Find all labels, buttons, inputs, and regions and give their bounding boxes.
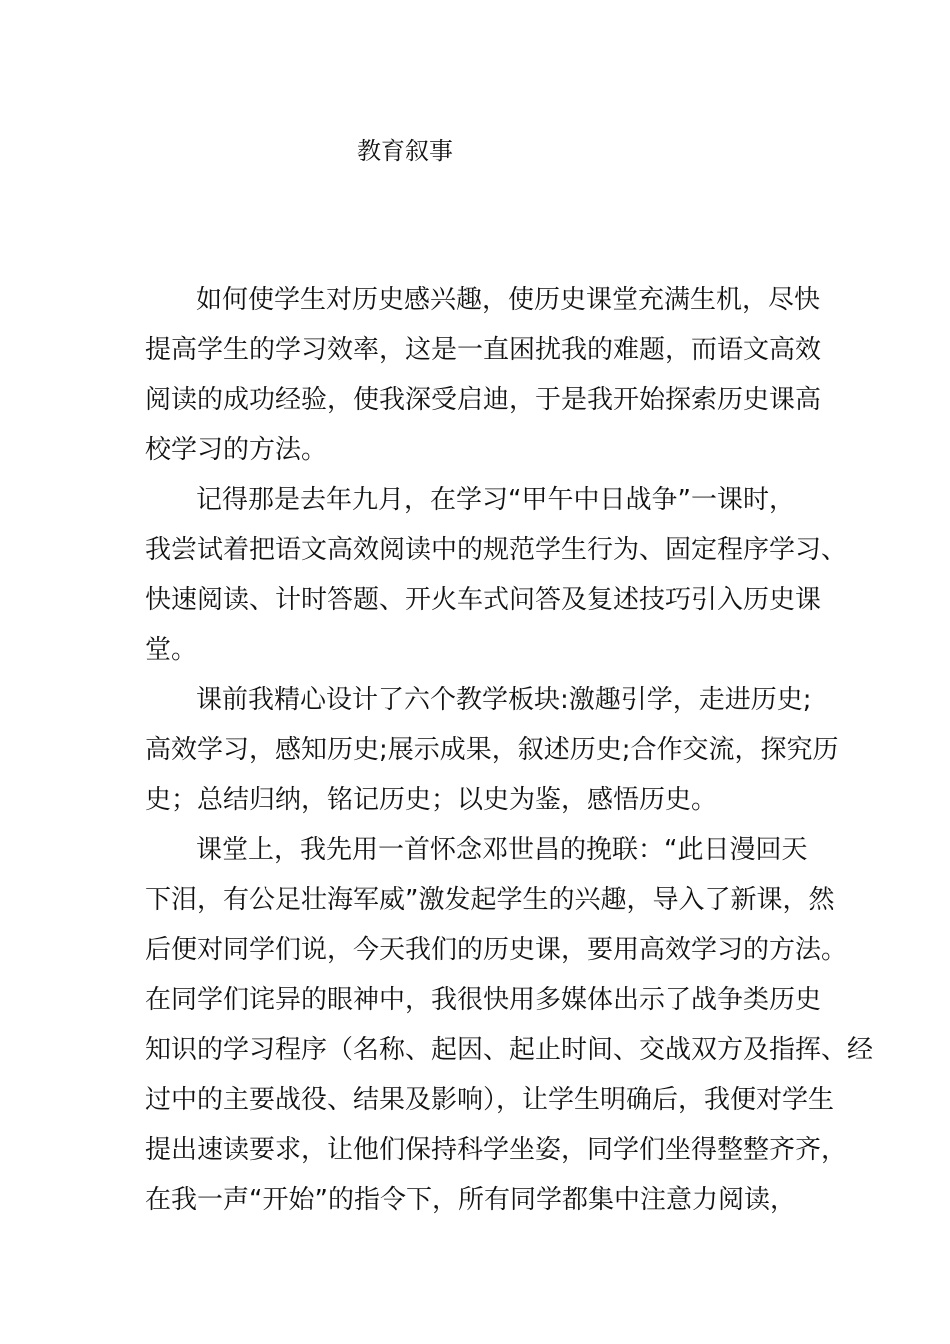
paragraph-line: 过中的主要战役、结果及影响），让学生明确后，我便对学生: [145, 1085, 835, 1115]
paragraph-line: 记得那是去年九月，在学习“甲午中日战争”一课时，: [196, 485, 795, 515]
document-title: 教育叙事: [357, 137, 453, 165]
paragraph-line: 史；总结归纳，铭记历史；以史为鉴，感悟历史。: [145, 785, 718, 815]
paragraph-line: 后便对同学们说，今天我们的历史课，要用高效学习的方法。: [145, 935, 848, 965]
paragraph-line: 知识的学习程序（名称、起因、起止时间、交战双方及指挥、经: [145, 1035, 874, 1065]
paragraph-line: 堂。: [145, 635, 198, 665]
paragraph-line: 高效学习，感知历史;展示成果，叙述历史;合作交流，探究历: [145, 735, 839, 765]
paragraph-line: 课堂上，我先用一首怀念邓世昌的挽联：“此日漫回天: [196, 835, 808, 865]
paragraph-line: 提高学生的学习效率，这是一直困扰我的难题，而语文高效: [145, 335, 822, 365]
paragraph-line: 课前我精心设计了六个教学板块:激趣引学，走进历史;: [196, 685, 812, 715]
paragraph-line: 我尝试着把语文高效阅读中的规范学生行为、固定程序学习、: [145, 535, 848, 565]
paragraph-line: 下泪，有公足壮海军威”激发起学生的兴趣，导入了新课，然: [145, 885, 835, 915]
paragraph-line: 在我一声“开始”的指令下，所有同学都集中注意力阅读，: [145, 1185, 796, 1215]
paragraph-line: 如何使学生对历史感兴趣，使历史课堂充满生机，尽快: [196, 285, 821, 315]
paragraph-line: 快速阅读、计时答题、开火车式问答及复述技巧引入历史课: [145, 585, 822, 615]
paragraph-line: 阅读的成功经验，使我深受启迪，于是我开始探索历史课高: [145, 385, 822, 415]
paragraph-line: 在同学们诧异的眼神中，我很快用多媒体出示了战争类历史: [145, 985, 822, 1015]
paragraph-line: 提出速读要求，让他们保持科学坐姿，同学们坐得整整齐齐，: [145, 1135, 848, 1165]
paragraph-line: 校学习的方法。: [145, 435, 328, 465]
